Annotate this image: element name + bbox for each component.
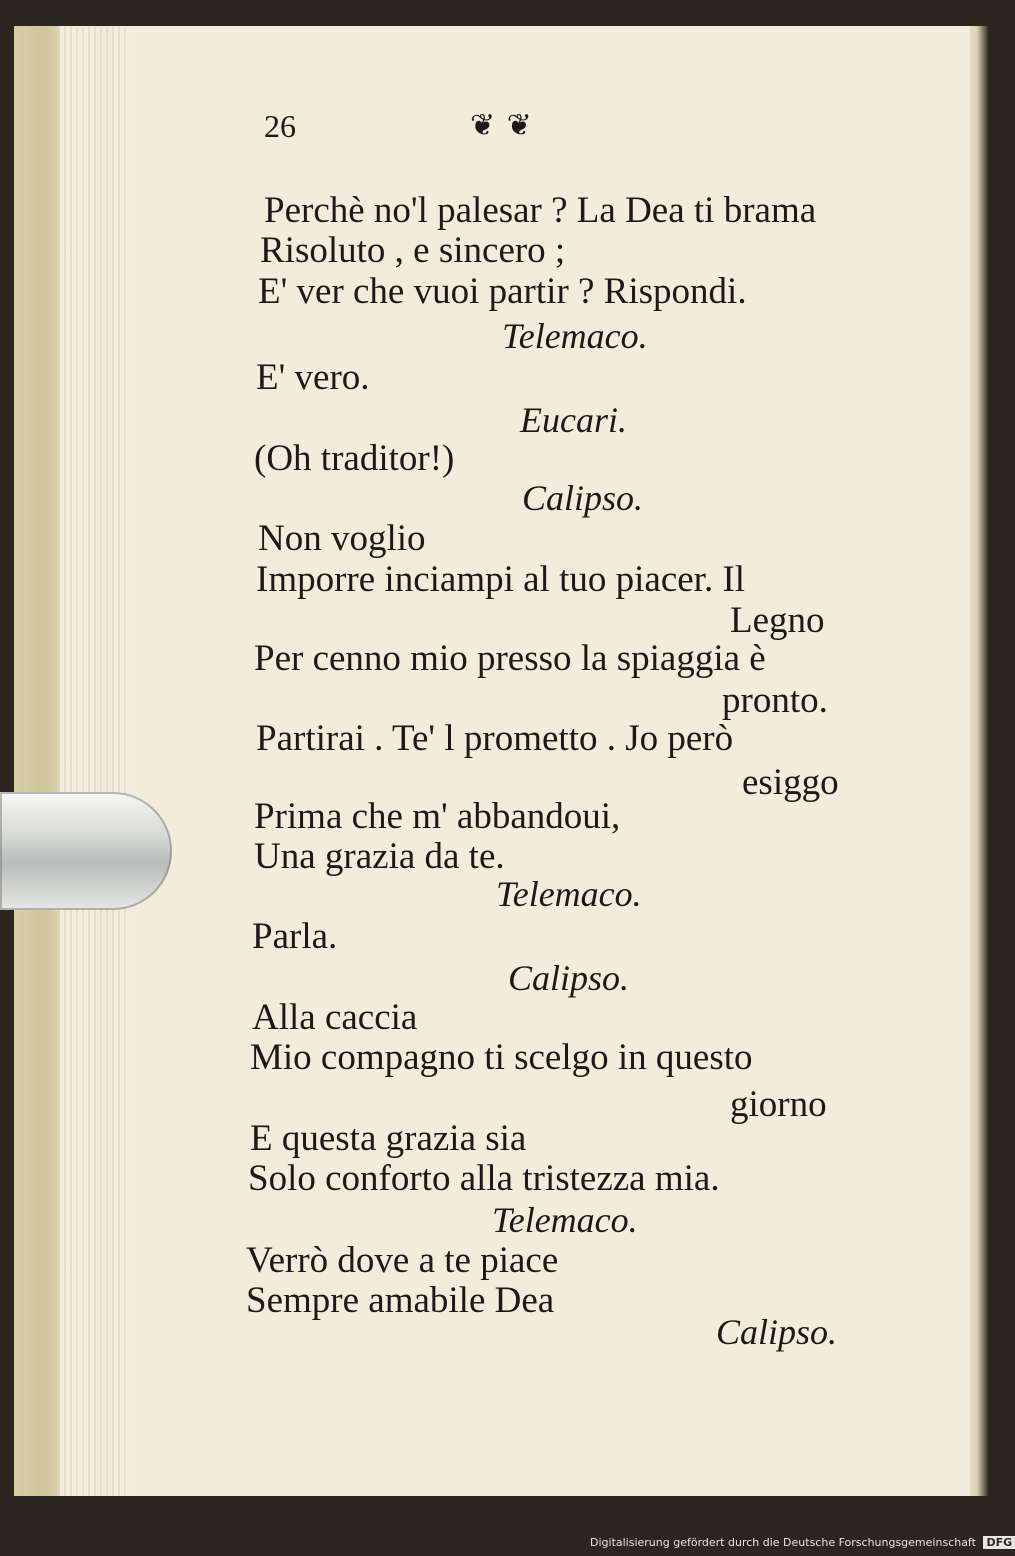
text-line-10: Imporre inciampi al tuo piacer. Il — [256, 559, 746, 600]
text-line-21: Alla caccia — [252, 997, 418, 1038]
text-line-16: Prima che m' abbandoui, — [254, 796, 621, 837]
text-line-5: E' vero. — [256, 357, 370, 398]
text-line-13: pronto. — [722, 680, 828, 721]
speaker-telemaco-1: Telemaco. — [502, 316, 648, 356]
page-number: 26 — [264, 108, 296, 144]
text-line-28: Sempre amabile Dea — [246, 1280, 555, 1321]
speaker-telemaco-3: Telemaco. — [492, 1200, 638, 1240]
catchword-calipso: Calipso. — [716, 1312, 838, 1352]
text-line-17: Una grazia da te. — [254, 836, 505, 877]
text-line-25: Solo conforto alla tristezza mia. — [248, 1158, 720, 1199]
speaker-telemaco-2: Telemaco. — [496, 874, 642, 914]
text-line-12: Per cenno mio presso la spiaggia è — [254, 638, 766, 679]
text-line-9: Non voglio — [258, 518, 426, 559]
speaker-calipso-2: Calipso. — [508, 958, 630, 998]
text-line-27: Verrò dove a te piace — [246, 1240, 559, 1281]
glass-page-holder — [0, 792, 172, 910]
text-line-15: esiggo — [742, 762, 839, 803]
digitization-credit — [590, 1536, 1015, 1549]
text-line-19: Parla. — [252, 916, 338, 957]
text-line-7: (Oh traditor!) — [254, 438, 455, 479]
text-line-24: E questa grazia sia — [250, 1118, 527, 1159]
dfg-logo-icon: DFG — [983, 1536, 1015, 1549]
text-line-11: Legno — [730, 600, 825, 641]
credit-text: Digitalisierung gefördert durch die Deutsche Forschungsgemeinschaft — [590, 1536, 976, 1549]
text-line-1: Perchè no'l palesar ? La Dea ti brama — [264, 190, 817, 231]
text-line-2: Risoluto , e sincero ; — [260, 230, 566, 271]
speaker-eucari: Eucari. — [520, 400, 627, 440]
book-page — [130, 26, 970, 1496]
text-line-3: E' ver che vuoi partir ? Rispondi. — [258, 271, 747, 312]
ornament-icon: ❦ ❦ — [470, 109, 534, 142]
speaker-calipso-1: Calipso. — [522, 478, 644, 518]
text-line-23: giorno — [730, 1084, 827, 1125]
text-line-22: Mio compagno ti scelgo in questo — [250, 1037, 753, 1078]
text-line-14: Partirai . Te' l prometto . Jo però — [256, 718, 734, 759]
